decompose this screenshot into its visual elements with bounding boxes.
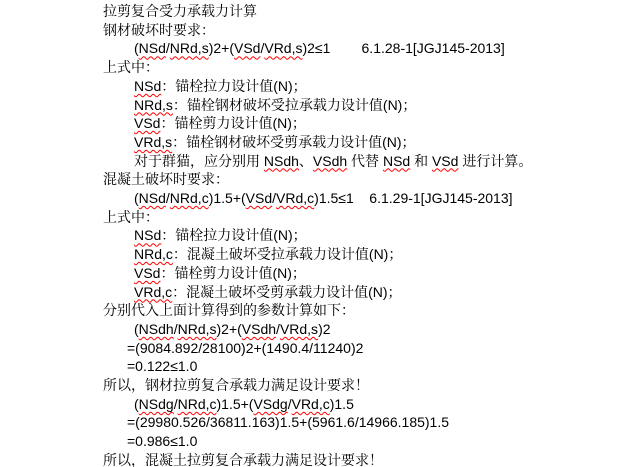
text-line (134, 283, 622, 302)
text-line (103, 376, 622, 395)
spellcheck-term: NRd,s (169, 40, 209, 57)
text-run: 分别代入上面计算得到的参数计算如下： (103, 302, 355, 319)
text-line (134, 133, 622, 152)
text-run: =0.122≤1.0 (127, 358, 198, 375)
text-line (134, 395, 622, 414)
text-line (134, 189, 622, 208)
text-line (127, 413, 622, 432)
spellcheck-term: NRd,s (177, 320, 217, 337)
text-run: )1.5≤1 6.1.29-1[JGJ145-2013] (314, 190, 513, 207)
text-line (134, 39, 622, 58)
text-run: 进行计算。 (458, 152, 533, 169)
text-line (127, 339, 622, 358)
spellcheck-term: VRd,s (279, 320, 319, 337)
text-line (103, 58, 622, 77)
text-line (103, 21, 622, 40)
spellcheck-term: VSdg (253, 395, 288, 412)
spellcheck-term: VRd,c (134, 283, 173, 300)
text-run: / (287, 395, 292, 412)
text-line (103, 301, 622, 320)
text-run: / (165, 40, 170, 57)
spellcheck-term: VSd (134, 115, 161, 132)
spellcheck-term: NSd (138, 190, 166, 207)
text-line (127, 432, 622, 451)
text-run: 对于群猫，应分别用 (134, 152, 264, 169)
spellcheck-term: NRd,c (169, 190, 209, 207)
text-run: )1.5+( (216, 395, 254, 412)
text-run: 所以，钢材拉剪复合承载力满足设计要求！ (103, 377, 369, 394)
text-run: 和 (410, 152, 432, 169)
text-run: ：锚栓剪力设计值(N)； (160, 115, 306, 132)
spellcheck-term: NSdh (138, 320, 174, 337)
text-run: ：锚栓拉力设计值(N)； (161, 227, 307, 244)
text-run: ：锚栓剪力设计值(N)； (160, 264, 306, 281)
text-run: ：锚栓钢材破坏受剪承载力设计值(N)； (172, 133, 416, 150)
text-run: 上式中： (103, 59, 159, 76)
text-run: ( (134, 40, 139, 57)
text-line (134, 96, 622, 115)
text-line (127, 357, 622, 376)
spellcheck-term: VSd (134, 264, 161, 281)
text-line (134, 226, 622, 245)
text-line (134, 152, 622, 171)
text-run: =(9084.892/28100)2+(1490.4/11240)2 (127, 339, 364, 356)
text-run: 钢材破坏时要求： (103, 21, 215, 38)
spellcheck-term: NSd (134, 77, 162, 94)
spellcheck-term: VRd,s (134, 133, 173, 150)
text-run: 、 (298, 152, 313, 169)
text-line (134, 114, 622, 133)
spellcheck-term: VSdh (241, 320, 277, 337)
text-run: / (165, 190, 170, 207)
text-run: / (276, 320, 280, 337)
document-body (103, 2, 622, 467)
text-run: )1.5+( (208, 190, 246, 207)
text-line (134, 245, 622, 264)
text-run: / (173, 395, 178, 412)
spellcheck-term: NSdg (138, 395, 174, 412)
text-run: )2+( (216, 320, 242, 337)
text-run: )2≤1 6.1.28-1[JGJ145-2013] (302, 40, 505, 57)
text-run: 拉剪复合受力承载力计算 (103, 3, 257, 19)
text-run: 上式中： (103, 208, 159, 225)
text-line (103, 208, 622, 227)
text-run: ：锚栓钢材破坏受拉承载力设计值(N)； (172, 96, 417, 113)
spellcheck-term: NSd (134, 227, 162, 244)
spellcheck-term: VRd,c (276, 190, 315, 207)
text-line (103, 451, 622, 467)
text-run: ( (134, 190, 139, 207)
spellcheck-term: VRd,s (264, 40, 303, 57)
text-run: 混凝土破坏时要求： (103, 171, 229, 188)
text-run: 代替 (347, 152, 383, 169)
spellcheck-term: VSd (234, 40, 261, 57)
spellcheck-term: VSd (431, 152, 459, 169)
spellcheck-term: NRd,s (134, 96, 173, 113)
text-line (134, 320, 622, 339)
text-line (134, 77, 622, 96)
spellcheck-term: NSd (382, 152, 411, 169)
text-run: ：混凝土破坏受拉承载力设计值(N)； (172, 246, 403, 263)
text-run: / (272, 190, 277, 207)
text-line (134, 264, 622, 283)
text-run: 所以，混凝土拉剪复合承载力满足设计要求！ (103, 451, 383, 467)
text-run: ( (134, 320, 139, 337)
text-run: )2 (318, 320, 331, 337)
text-line (103, 2, 622, 21)
text-run: )1.5 (329, 395, 354, 412)
spellcheck-term: VSdh (312, 152, 348, 169)
spellcheck-term: NSd (138, 40, 166, 57)
text-run: )2+( (208, 40, 234, 57)
text-line (103, 170, 622, 189)
spellcheck-term: NRd,c (134, 246, 173, 263)
spellcheck-term: VRd,c (291, 395, 330, 412)
text-run: ：锚栓拉力设计值(N)； (161, 77, 307, 94)
text-run: / (260, 40, 265, 57)
spellcheck-term: NSdh (263, 152, 299, 169)
spellcheck-term: NRd,c (177, 395, 217, 412)
text-run: ：混凝土破坏受剪承载力设计值(N)； (172, 283, 402, 300)
text-run: / (173, 320, 178, 337)
text-run: =0.986≤1.0 (127, 433, 198, 450)
text-run: ( (134, 395, 139, 412)
text-run: =(29980.526/36811.163)1.5+(5961.6/14966.185)1.5 (127, 414, 450, 431)
spellcheck-term: VSd (245, 190, 273, 207)
